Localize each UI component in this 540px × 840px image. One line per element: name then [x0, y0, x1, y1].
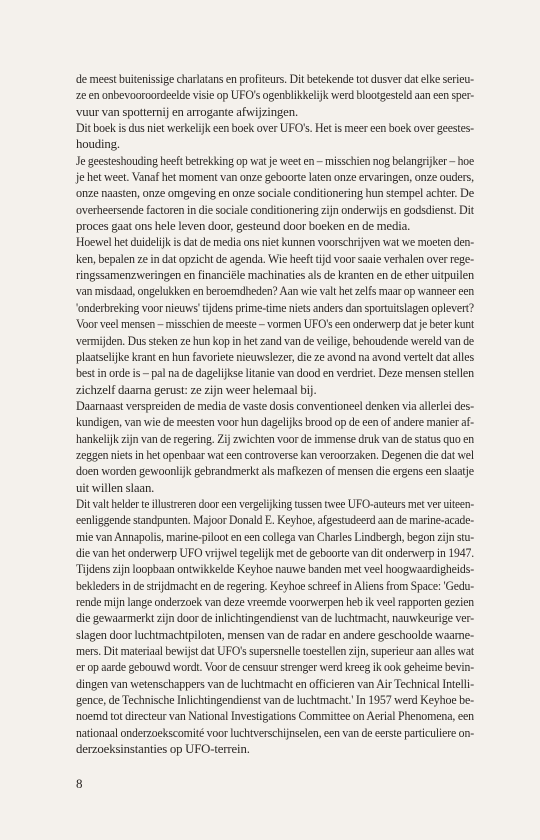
text-line: noemd tot directeur van National Investigations Committee on Aerial Phenomena, een [76, 709, 474, 724]
text-line: houding. [76, 137, 120, 152]
text-line: overheersende factoren in die sociale conditionering zijn onderwijs en godsdienst. Dit [76, 202, 474, 217]
text-line: rende mijn lange onderzoek van deze vreemde voorwerpen heb ik veel rapporten gezien [76, 595, 474, 609]
text-line: mers. Dit materiaal bewijst dat UFO's supersnelle toestellen zijn, superieur aan alles wat [76, 644, 474, 659]
text-line: Je geesteshouding heeft betrekking op wat je weet en – misschien nog belangrijker – hoe [76, 153, 474, 168]
text-line: mie van Annapolis, marine-piloot en een collega van Charles Lindbergh, begon zijn stu- [76, 529, 474, 544]
text-line: hankelijk zijn van de regering. Zij zwichten voor de immense druk van de status quo en [76, 431, 474, 446]
body-text [76, 71, 474, 757]
text-line: er op aarde gebouwd wordt. Voor de censuur strenger werd kreeg ik ook geheime bevin- [76, 660, 474, 675]
text-line: Voor veel mensen – misschien de meeste – vormen UFO's een onderwerp dat je beter kunt [76, 317, 474, 332]
text-line: zeggen niets in het openbaar wat een controverse kan veroorzaken. Degenen die dat wel [76, 447, 474, 462]
text-line: Dit boek is dus niet werkelijk een boek over UFO's. Het is meer een boek over geestes- [76, 121, 474, 136]
text-line: 'onderbreking voor nieuws' tijdens prime-time niets anders dan sportuitslagen oplevert? [76, 300, 474, 315]
text-line: doen worden gewoonlijk gebrandmerkt als mafkezen of mensen die ergens een slaatje [76, 464, 474, 479]
text-line: Hoewel het duidelijk is dat de media ons niet kunnen voorschrijven wat we moeten den- [76, 235, 474, 250]
text-line: Dit valt helder te illustreren door een vergelijking tussen twee UFO-auteurs met ver uiteen- [76, 496, 474, 511]
text-line: ze en onbevooroordeelde visie op UFO's ogenblikkelijk werd blootgesteld aan een sper- [76, 88, 474, 103]
text-line: vermijden. Dus steken ze hun kop in het zand van de veilige, behoudende wereld van de [76, 333, 474, 348]
paragraph [76, 71, 474, 120]
text-line: van misdaad, ongelukken en beroemdheden? Aan wie valt het zelfs maar op wanneer een [76, 284, 474, 299]
text-line: kundigen, van wie de meesten voor hun dagelijks brood op de een of andere manier af- [76, 415, 474, 430]
text-line: best in orde is – pal na de dagelijkse litanie van dood en verdriet. Deze mensen stellen [76, 366, 474, 381]
text-line: Tijdens zijn loopbaan ontwikkelde Keyhoe nauwe banden met veel hoogwaardigheids- [76, 562, 474, 577]
text-line: ken, bepalen ze in dat opzicht de agenda. Wie heeft tijd voor saaie verhalen over rege- [76, 251, 474, 266]
paragraph [76, 234, 474, 397]
text-line: onze naasten, onze omgeving en onze sociale conditionering hun stempel achter. De [76, 186, 474, 201]
text-line: gence, de Technische Inlichtingendienst van de luchtmacht.' In 1957 werd Keyhoe be- [76, 693, 474, 708]
paragraph [76, 496, 474, 758]
text-line: uit willen slaan. [76, 480, 155, 495]
paragraph [76, 120, 474, 153]
text-line: dingen van wetenschappers van de luchtmacht en officieren van Air Technical Intelli- [76, 676, 474, 691]
text-line: nationaal onderzoekscomité voor luchtverschijnselen, een van de eerste particuliere on- [76, 725, 474, 740]
text-line: plaatselijke krant en hun favoriete nieuwslezer, die ze avond na avond vertelt dat alles [76, 349, 474, 364]
text-line: Daarnaast verspreiden de media de vaste dosis conventioneel denken via allerlei des- [76, 398, 474, 413]
page-number: 8 [76, 776, 83, 791]
text-line: derzoeksinstanties op UFO-terrein. [76, 742, 250, 757]
text-line: ringssamenzweringen en financiële machinaties als de kranten en de ether uitpuilen [76, 268, 474, 283]
text-line: zichzelf daarna gerust: ze zijn weer helemaal bij. [76, 382, 317, 397]
text-line: die gewaarmerkt zijn door de inlichtingendienst van de luchtmacht, nauwkeurige ver- [76, 611, 474, 626]
paragraph [76, 398, 474, 496]
text-line: vuur van spotternij en arrogante afwijzingen. [76, 104, 299, 119]
text-line: die van het onderwerp UFO vrijwel tegelijk met de geboorte van dit onderwerp in 1947. [76, 545, 474, 560]
text-line: slagen door luchtmachtpiloten, mensen van de radar en andere geschoolde waarne- [76, 627, 474, 642]
text-line: de meest buitenissige charlatans en profiteurs. Dit betekende tot dusver dat elke serieu- [76, 72, 474, 86]
paragraph [76, 153, 474, 235]
text-line: bekleders in de strijdmacht en de regering. Keyhoe schreef in Aliens from Space: 'Gedu- [76, 578, 474, 593]
text-line: proces gaat ons hele leven door, gesteund door boeken en de media. [76, 219, 411, 234]
text-line: je het weet. Vanaf het moment van onze geboorte laten onze ervaringen, onze ouders, [76, 170, 474, 185]
text-line: eenliggende standpunten. Majoor Donald E. Keyhoe, afgestudeerd aan de marine-acade- [76, 513, 474, 528]
